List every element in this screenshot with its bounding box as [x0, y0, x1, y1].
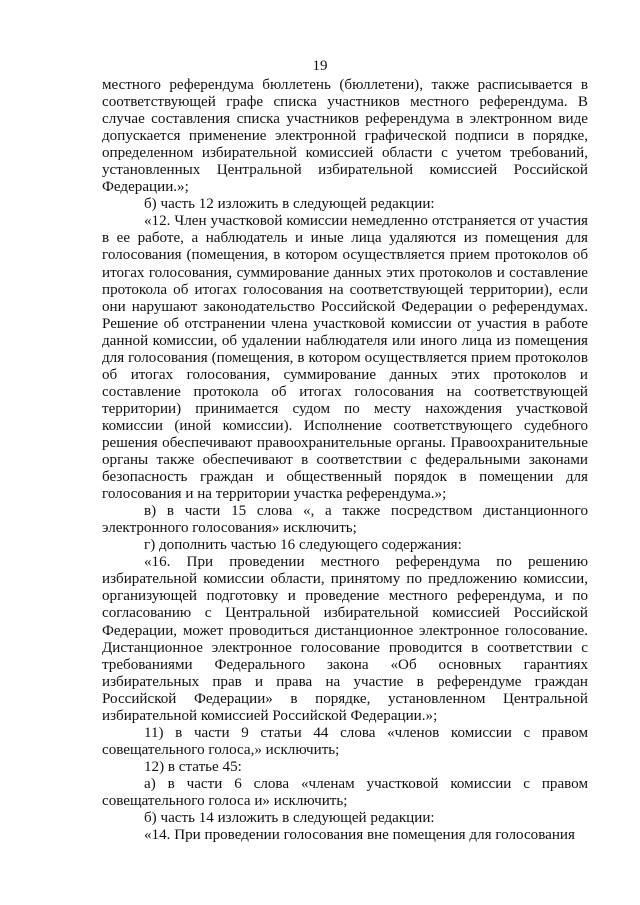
- paragraph-part-14-start: «14. При проведении голосования вне помещения для голосования: [144, 827, 575, 844]
- paragraph-item-12: 12) в статье 45:: [144, 758, 242, 775]
- paragraph-continuation: местного референдума бюллетень (бюллетени), также расписывается в соответствующей графе списка участников местного референдума. В случае составления списка участников референдума в электронном виде допускается применение электронной графической подписи в порядке, определенном избирательной комиссией области с учетом требований, установленных Центральной избирательной комиссией Российской Федерации.»;: [102, 77, 588, 196]
- document-body: [102, 77, 588, 844]
- paragraph-item-11: 11) в части 9 статьи 44 слова «членов комиссии с правом совещательного голоса,» исключить;: [102, 724, 588, 758]
- paragraph-part-16-text: «16. При проведении местного референдума по решению избирательной комиссии области, принятому по предложению комиссии, организующей подготовку и проведение местного референдума, и по согласованию с Центральной избирательной комиссией Российской Федерации, может проводиться дистанционное электронное голосование. Дистанционное электронное голосование проводится в соответствии с требованиями Федерального закона «Об основных гарантиях избирательных прав и права на участие в референдуме граждан Российской Федерации» в порядке, установленном Центральной избирательной комиссией Российской Федерации.»;: [102, 554, 588, 724]
- paragraph-part-12-text: «12. Член участковой комиссии немедленно отстраняется от участия в ее работе, а наблюдатель и иные лица удаляются из помещения для голосования (помещения, в котором осуществляется прием протоколов об итогах голосования, суммирование данных этих протоколов и составление протокола об итогах голосования на соответствующей территории), если они нарушают законодательство Российской Федерации о референдумах. Решение об отстранении члена участковой комиссии от участия в работе данной комиссии, об удалении наблюдателя или иного лица из помещения для голосования (помещения, в котором осуществляется прием протоколов об итогах голосования, суммирование данных этих протоколов и составление протокола об итогах голосования на соответствующей территории) принимается судом по месту нахождения участковой комиссии (иной комиссии). Исполнение соответствующего судебного решения обеспечивают правоохранительные органы. Правоохранительные органы также обеспечивают в соответствии с федеральными законами безопасность граждан и общественный порядок в помещении для голосования и на территории участка референдума.»;: [102, 213, 588, 503]
- page-number: 19: [312, 58, 328, 74]
- paragraph-amendment-part-15: в) в части 15 слова «, а также посредством дистанционного электронного голосования» исключить;: [102, 503, 588, 537]
- paragraph-add-part-16: г) дополнить частью 16 следующего содержания:: [144, 537, 462, 554]
- paragraph-item-12a: а) в части 6 слова «членам участковой комиссии с правом совещательного голоса и» исключить;: [102, 775, 588, 809]
- paragraph-item-12b: б) часть 14 изложить в следующей редакции:: [144, 810, 435, 827]
- paragraph-amendment-part-12: б) часть 12 изложить в следующей редакции:: [144, 196, 435, 213]
